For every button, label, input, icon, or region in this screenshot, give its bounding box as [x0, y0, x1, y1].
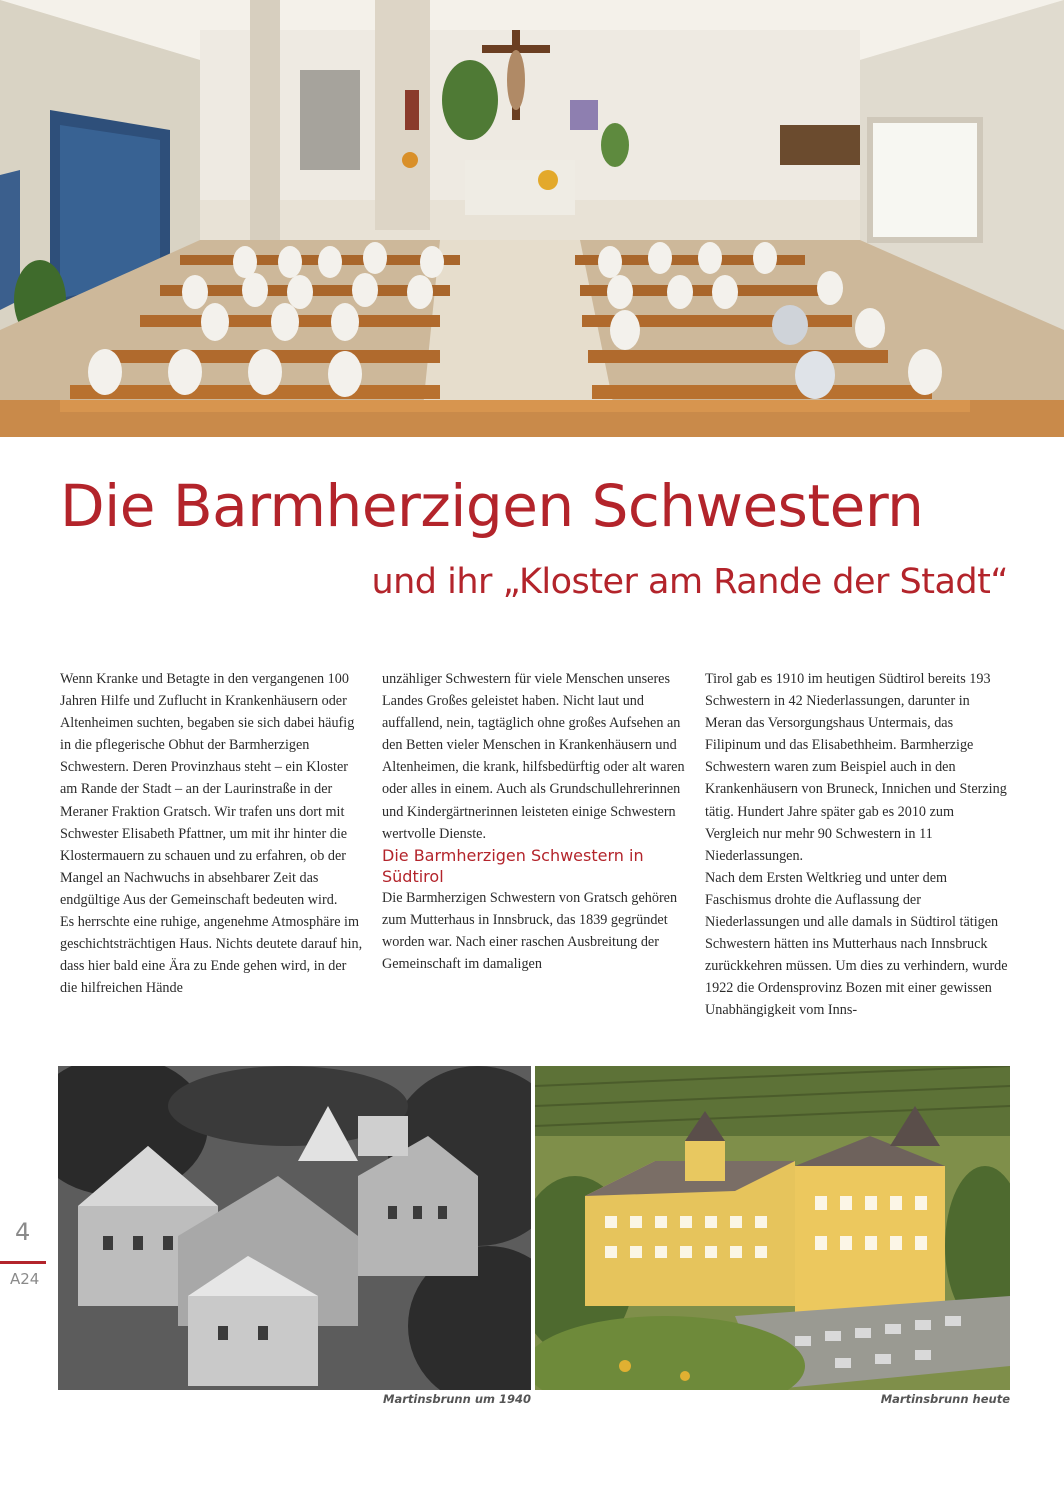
photo-caption-1940: Martinsbrunn um 1940: [383, 1392, 531, 1406]
photo-martinsbrunn-1940: [58, 1066, 531, 1390]
paragraph: unzähliger Schwestern für viele Menschen unseres Landes Großes geleistet haben. Nicht laut und auffallend, nein, tagtäglich ohne großes Aufsehen an den Betten vieler Menschen in Krankenhäusern und Altenheimen, die krank, hilfsbedürftig oder alt waren oder alles in einem. Auch als Grundschullehrerinnen und Kindergärtnerinnen leisteten einige Schwestern wertvolle Dienste.: [382, 671, 685, 842]
text-column-1: [60, 668, 364, 999]
paragraph: Die Barmherzigen Schwestern von Gratsch gehören zum Mutterhaus in Innsbruck, das 1839 gegründet worden war. Nach einer raschen Ausbreitung der Gemeinschaft im damaligen: [382, 889, 678, 973]
photo-caption-today: Martinsbrunn heute: [880, 1392, 1010, 1406]
section-subheading: Die Barmherzigen Schwestern in Südtirol: [382, 845, 644, 886]
page-marker-line: [0, 1261, 46, 1264]
paragraph: Es herrschte eine ruhige, angenehme Atmosphäre im geschichtsträchtigen Haus. Nichts deutete darauf hin, dass hier bald eine Ära zu Ende gehen wird, in der die hilfreichen Hände: [60, 914, 363, 997]
article-subtitle: und ihr „Kloster am Rande der Stadt“: [371, 562, 1008, 602]
paragraph: Tirol gab es 1910 im heutigen Südtirol bereits 193 Schwestern in 42 Niederlassungen, darunter in Meran das Versorgungshaus Untermais, das Filipinum und das Elisabethheim. Barmherzige Schwestern waren zum Beispiel auch in den Krankenhäusern von Bruneck, Innichen und Sterzing tätig. Hundert Jahre später gab es 2010 zum Vergleich nur mehr 90 Schwestern in 11 Niederlassungen.: [705, 671, 1007, 864]
hero-photo-chapel: [0, 0, 1064, 437]
paragraph: Wenn Kranke und Betagte in den vergangenen 100 Jahren Hilfe und Zuflucht in Krankenhäusern oder Altenheimen suchten, begaben sie sich dabei häufig in die pflegerische Obhut der Barmherzigen Schwestern. Deren Provinzhaus steht – ein Kloster am Rande der Stadt – an der Laurinstraße in der Meraner Fraktion Gratsch. Wir trafen uns dort mit Schwester Elisabeth Pfattner, um mit ihr hinter die Klostermauern zu schauen und zu erfahren, ob der Mangel an Nachwuchs in absehbarer Zeit das endgültige Aus der Gemeinschaft bedeuten wird.: [60, 671, 355, 908]
text-column-3: [705, 668, 1009, 1022]
article-title: Die Barmherzigen Schwestern: [60, 472, 924, 540]
photo-martinsbrunn-today: [535, 1066, 1010, 1390]
page-code: A24: [10, 1270, 40, 1288]
text-column-2: [382, 668, 686, 975]
paragraph: Nach dem Ersten Weltkrieg und unter dem Faschismus drohte die Auflassung der Niederlassungen und alle damals in Südtirol tätigen Schwestern hätten ins Mutterhaus nach Innsbruck zurückkehren müssen. Um dies zu verhindern, wurde 1922 die Ordensprovinz Bozen mit einer gewissen Unabhängigkeit vom Inns-: [705, 869, 1008, 1019]
page-number: 4: [15, 1218, 31, 1246]
